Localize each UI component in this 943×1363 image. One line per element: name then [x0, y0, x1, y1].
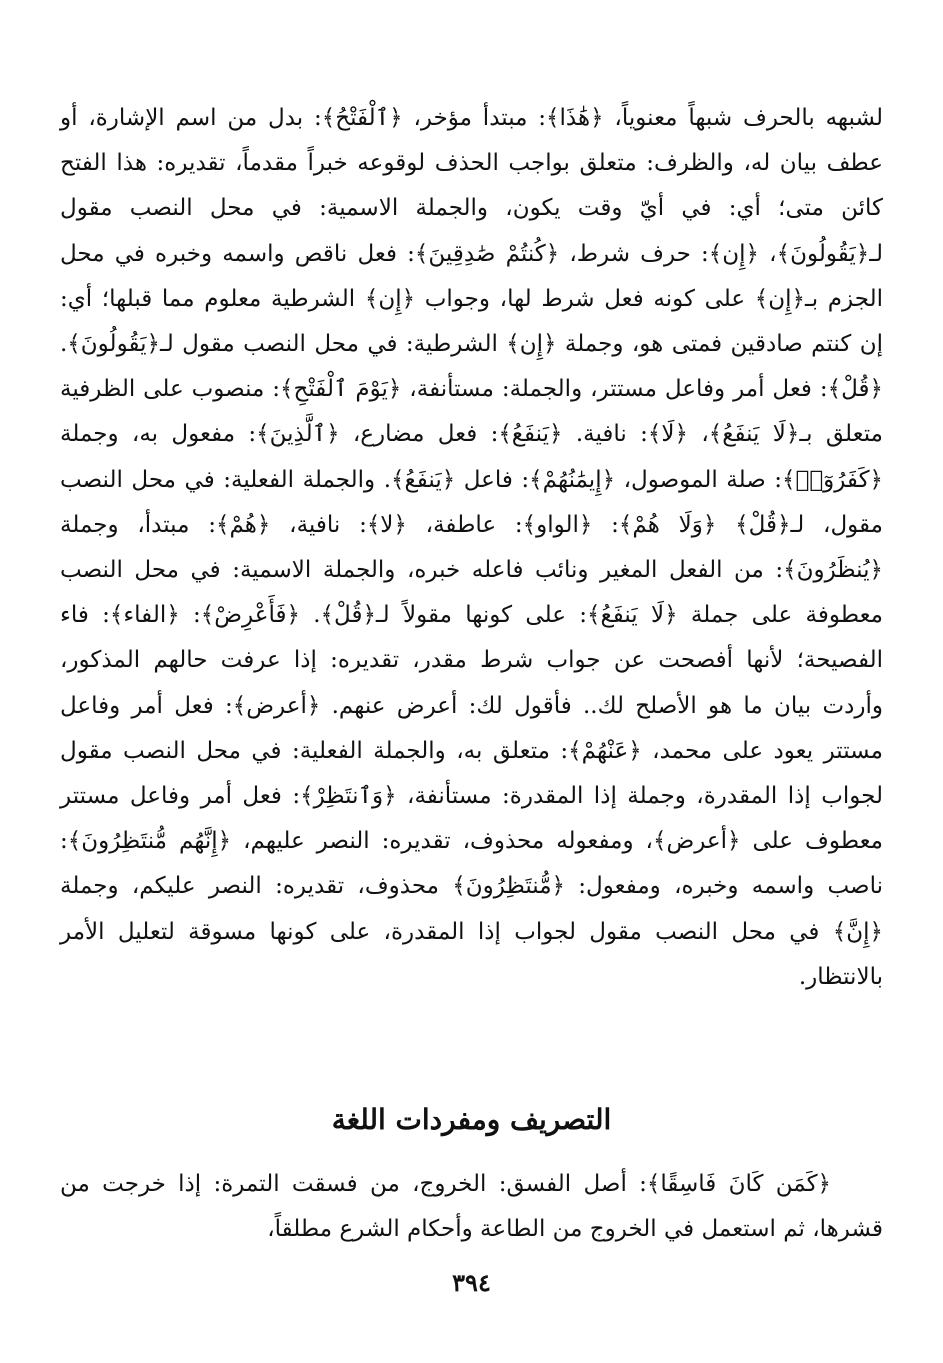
section-heading: التصريف ومفردات اللغة [331, 1103, 612, 1136]
page-number: ٣٩٤ [452, 1268, 491, 1297]
body-paragraph: لشبهه بالحرف شبهاً معنوياً، ﴿هَٰذَا﴾: مبتدأ مؤخر، ﴿ٱلْفَتْحُ﴾: بدل من اسم الإشارة، أو عطف بيان له، والظرف: متعلق بواجب الحذف لوقوعه خبراً مقدماً، تقديره: هذا الفتح كائن متى؛ أي: في أيّ وقت يكون، والجملة الاسمية: في محل النصب مقول لـ﴿يَقُولُونَ﴾، ﴿إِن﴾: حرف شرط، ﴿كُنتُمْ صَٰدِقِينَ﴾: فعل ناقص واسمه وخبره في محل الجزم بـ﴿إِن﴾ على كونه فعل شرط لها، وجواب ﴿إِن﴾ الشرطية معلوم مما قبلها؛ أي: إن كنتم صادقين فمتى هو، وجملة ﴿إِن﴾ الشرطية: في محل النصب مقول لـ﴿يَقُولُونَ﴾. ﴿قُلْ﴾: فعل أمر وفاعل مستتر، والجملة: مستأنفة، ﴿يَوْمَ ٱلْفَتْحِ﴾: منصوب على الظرفية متعلق بـ﴿لَا يَنفَعُ﴾، ﴿لَا﴾: نافية. ﴿يَنفَعُ﴾: فعل مضارع، ﴿ٱلَّذِينَ﴾: مفعول به، وجملة ﴿كَفَرُوٓا۟﴾: صلة الموصول، ﴿إِيمَٰنُهُمْ﴾: فاعل ﴿يَنفَعُ﴾. والجملة الفعلية: في محل النصب مقول، لـ﴿قُلْ﴾ ﴿وَلَا هُمْ﴾: ﴿الواو﴾: عاطفة، ﴿لا﴾: نافية، ﴿هُمْ﴾: مبتدأ، وجملة ﴿يُنظَرُونَ﴾: من الفعل المغير ونائب فاعله خبره، والجملة الاسمية: في محل النصب معطوفة على جملة ﴿لَا يَنفَعُ﴾: على كونها مقولاً لـ﴿قُلْ﴾. ﴿فَأَعْرِضْ﴾: ﴿الفاء﴾: فاء الفصيحة؛ لأنها أفصحت عن جواب شرط مقدر، تقديره: إذا عرفت حالهم المذكور، وأردت بيان ما هو الأصلح لك.. فأقول لك: أعرض عنهم. ﴿أعرض﴾: فعل أمر وفاعل مستتر يعود على محمد، ﴿عَنْهُمْ﴾: متعلق به، والجملة الفعلية: في محل النصب مقول لجواب إذا المقدرة، وجملة إذا المقدرة: مستأنفة، ﴿وَٱنتَظِرْ﴾: فعل أمر وفاعل مستتر معطوف على ﴿أعرض﴾، ومفعوله محذوف، تقديره: النصر عليهم، ﴿إِنَّهُم مُّنتَظِرُونَ﴾: ناصب واسمه وخبره، ومفعول: ﴿مُّنتَظِرُونَ﴾ محذوف، تقديره: النصر عليكم، وجملة ﴿إِنَّ﴾ في محل النصب مقول لجواب إذا المقدرة، على كونها مسوقة لتعليل الأمر بالانتظار. [60, 105, 883, 990]
section-paragraph: ﴿كَمَن كَانَ فَاسِقًا﴾: أصل الفسق: الخروج، من فسقت التمرة: إذا خرجت من قشرها، ثم استعمل في الخروج من الطاعة وأحكام الشرع مطلقاً، [60, 1171, 883, 1243]
page-content [60, 96, 883, 1243]
